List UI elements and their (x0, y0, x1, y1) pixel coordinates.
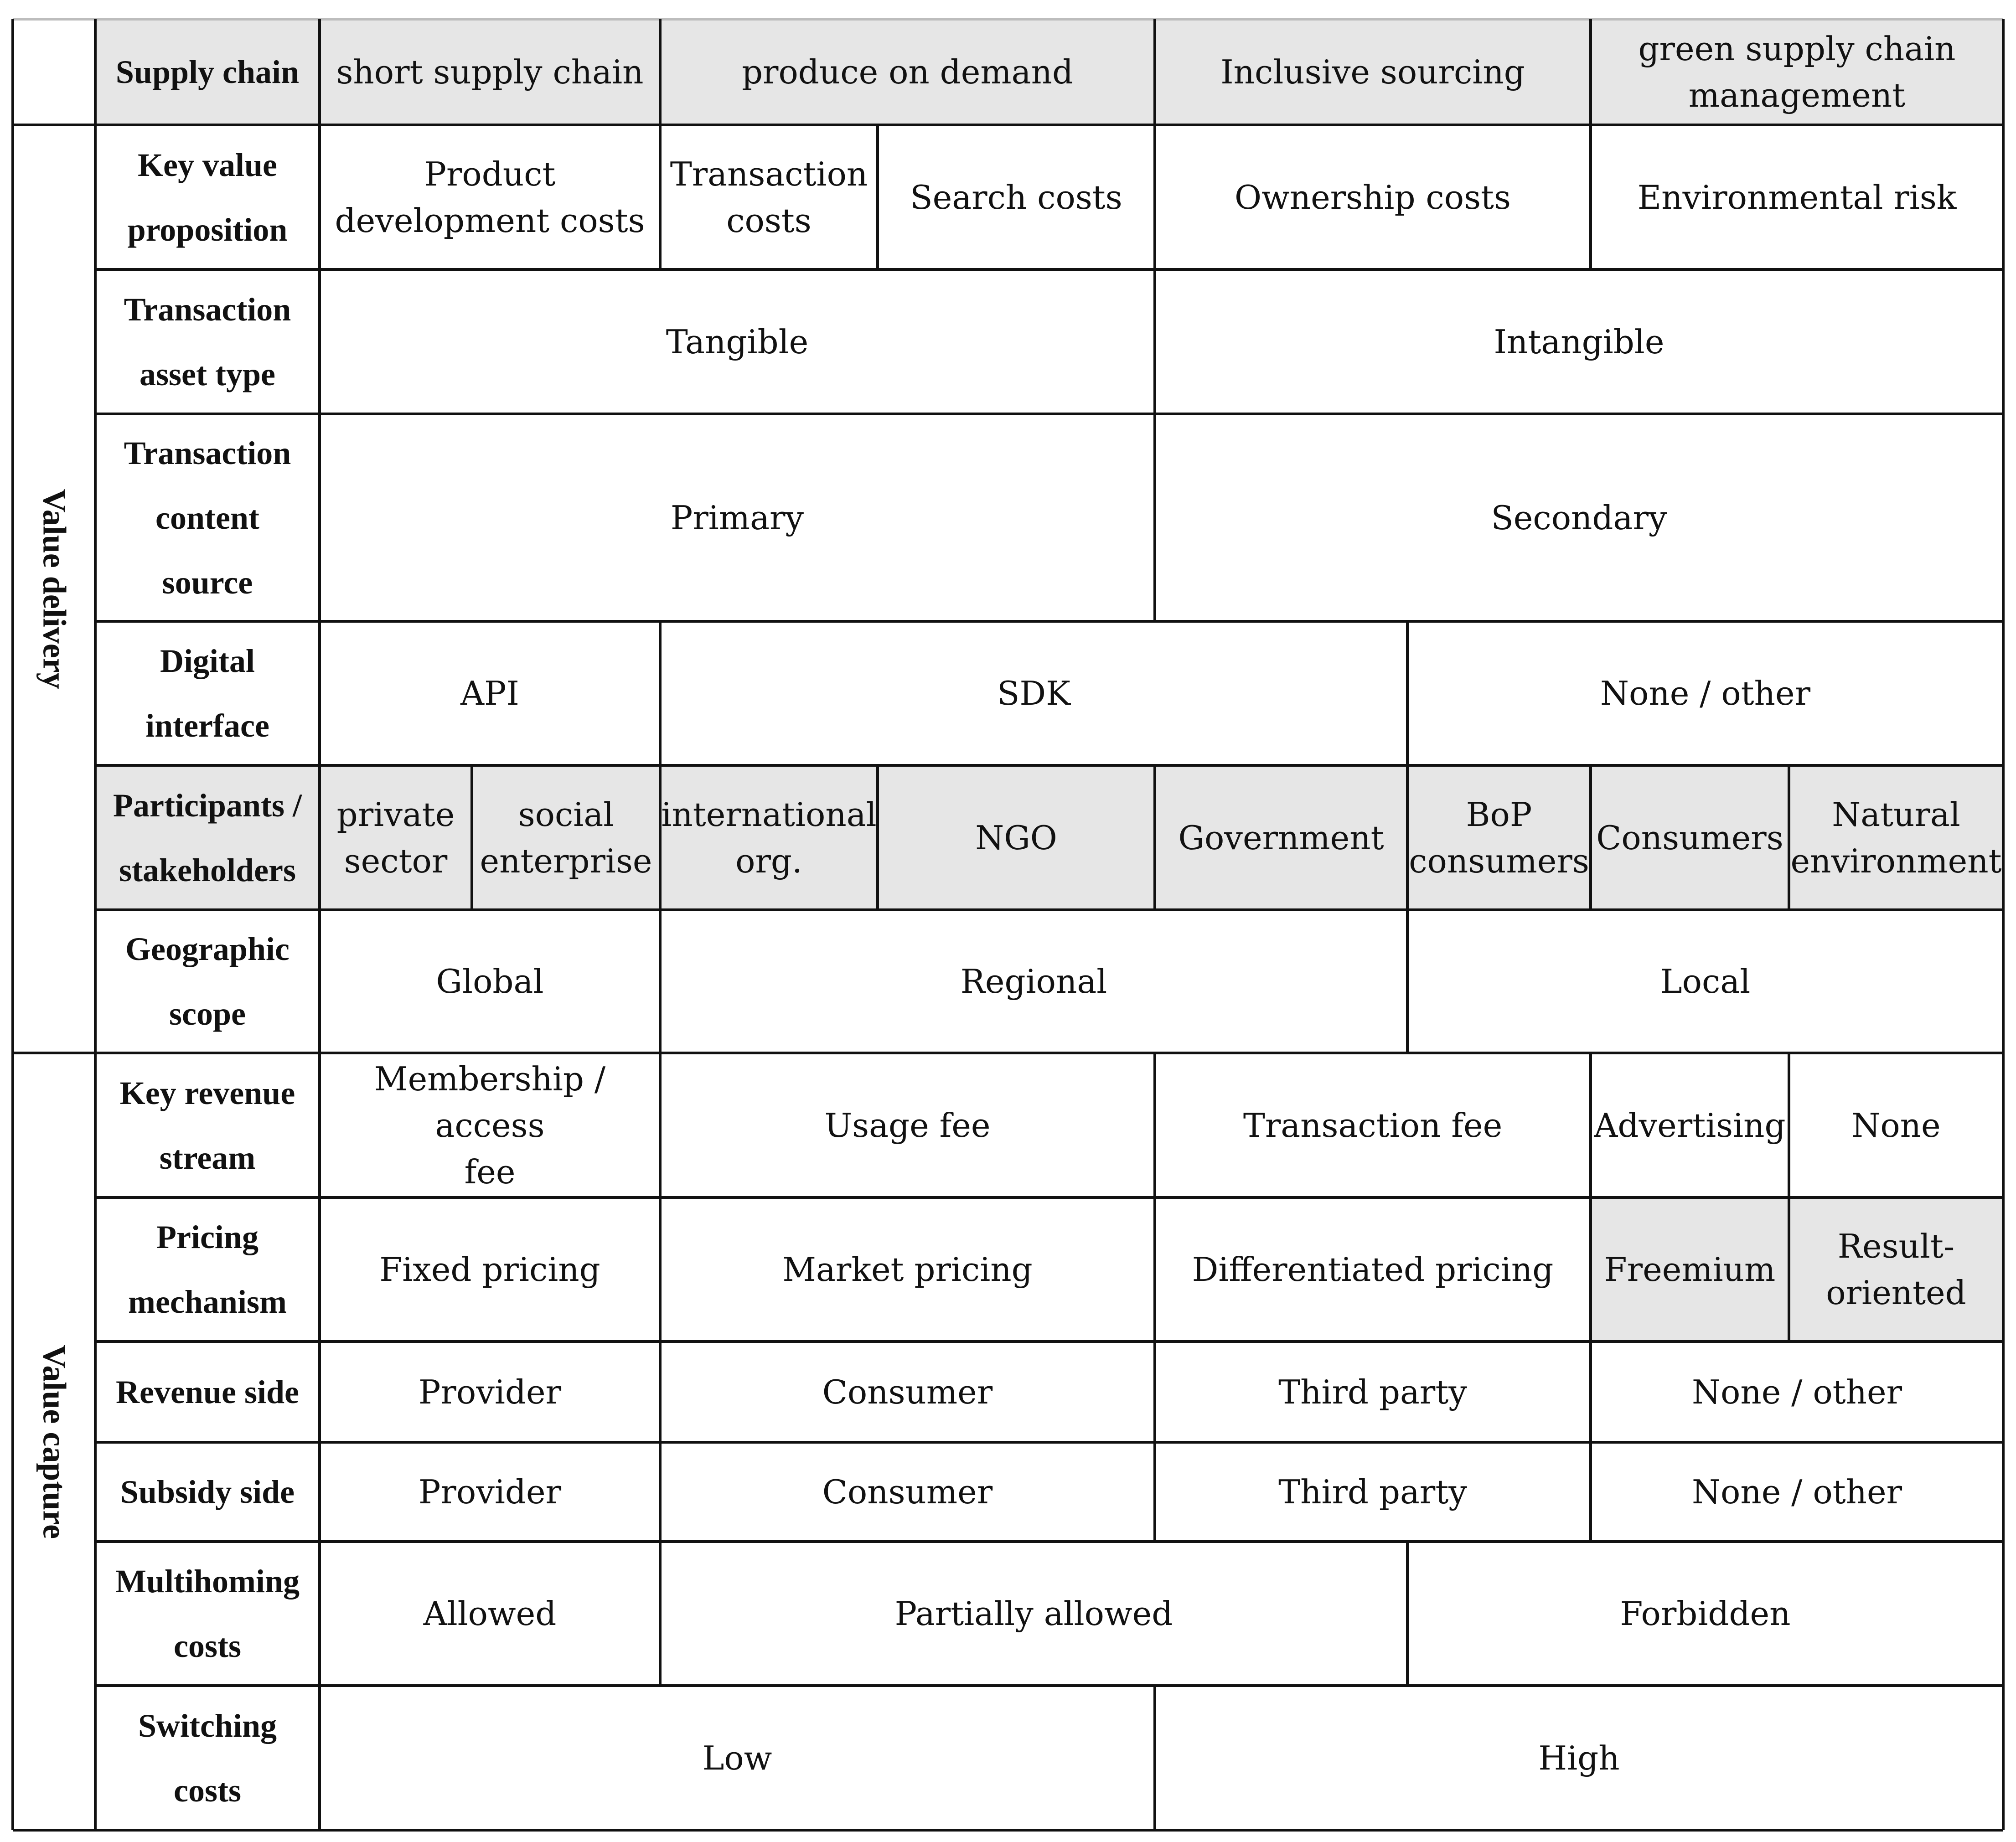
table-cell: Result- oriented (1789, 1197, 2003, 1342)
group-label-value-delivery: Value delivery (36, 489, 73, 689)
table-cell: BoP consumers (1407, 765, 1591, 910)
table-cell: None / other (1691, 1372, 1902, 1411)
table-cell: Usage fee (824, 1106, 991, 1145)
group-label-value-capture: Value capture (36, 1344, 73, 1539)
table-cell: Search costs (910, 178, 1122, 217)
table-cell: SDK (997, 674, 1070, 712)
row-header-multihoming-costs: Multihoming costs (115, 1563, 300, 1664)
table-cell: None / other (1600, 674, 1811, 712)
table-cell: Allowed (423, 1594, 557, 1633)
table-cell: Environmental risk (1637, 178, 1957, 217)
table-cell: Provider (418, 1473, 562, 1511)
table-cell: Tangible (666, 322, 809, 361)
table-cell: Government (1155, 765, 1407, 910)
row-header-switching-costs: Switching costs (138, 1707, 277, 1809)
row-header-key-value-proposition: Key value proposition (127, 146, 288, 248)
table-cell: Consumers (1591, 765, 1789, 910)
table-cell: international org. (660, 765, 878, 910)
table-cell: Transaction costs (670, 155, 868, 240)
table-cell: None / other (1691, 1473, 1902, 1511)
table-cell: Provider (418, 1372, 562, 1411)
table-cell: Inclusive sourcing (1155, 19, 1591, 125)
table-cell: Consumer (822, 1473, 993, 1511)
table-cell: Intangible (1494, 322, 1664, 361)
table-cell: Ownership costs (1235, 178, 1511, 217)
row-header-supply-chain: Supply chain (95, 19, 320, 125)
table-cell: Primary (670, 498, 804, 537)
table-cell: Forbidden (1620, 1594, 1791, 1633)
table-cell: API (460, 674, 519, 712)
table-cell: Global (436, 962, 544, 1001)
row-header-digital-interface: Digital interface (145, 643, 269, 744)
table-cell: Third party (1278, 1473, 1467, 1511)
row-header-pricing-mechanism: Pricing mechanism (128, 1219, 287, 1320)
table-cell: Transaction fee (1243, 1106, 1503, 1145)
table-cell: Membership / access fee (374, 1059, 606, 1191)
table-cell: Secondary (1491, 498, 1667, 537)
table-cell: Third party (1278, 1372, 1467, 1411)
row-header-key-revenue-stream: Key revenue stream (119, 1074, 295, 1176)
table-cell: Market pricing (782, 1250, 1033, 1289)
row-header-subsidy-side: Subsidy side (120, 1474, 295, 1510)
table-cell: Low (702, 1739, 772, 1777)
table-cell: Natural environment (1789, 765, 2003, 910)
table-cell: Differentiated pricing (1192, 1250, 1554, 1289)
table-cell: None (1851, 1106, 1941, 1145)
table-cell: Fixed pricing (379, 1250, 600, 1289)
row-header-participants-stakeholders: Participants / stakeholders (95, 765, 320, 910)
row-header-geographic-scope: Geographic scope (125, 931, 289, 1032)
table-cell: social enterprise (472, 765, 660, 910)
table-cell: Freemium (1591, 1197, 1789, 1342)
table-cell: green supply chain management (1591, 19, 2003, 125)
table-cell: High (1538, 1739, 1620, 1777)
table-cell: Partially allowed (894, 1594, 1173, 1633)
table-cell: Product development costs (335, 155, 645, 240)
row-header-revenue-side: Revenue side (116, 1373, 299, 1410)
table-cell: Local (1660, 962, 1751, 1001)
table-cell: produce on demand (660, 19, 1155, 125)
table-cell: Advertising (1594, 1106, 1786, 1145)
table-cell: NGO (878, 765, 1155, 910)
table-cell: Consumer (822, 1372, 993, 1411)
row-header-transaction-asset-type: Transaction asset type (124, 291, 291, 392)
row-header-transaction-content-source: Transaction content source (124, 434, 291, 601)
table-cell: private sector (320, 765, 472, 910)
table-cell: Regional (960, 962, 1107, 1001)
table-cell: short supply chain (320, 19, 660, 125)
